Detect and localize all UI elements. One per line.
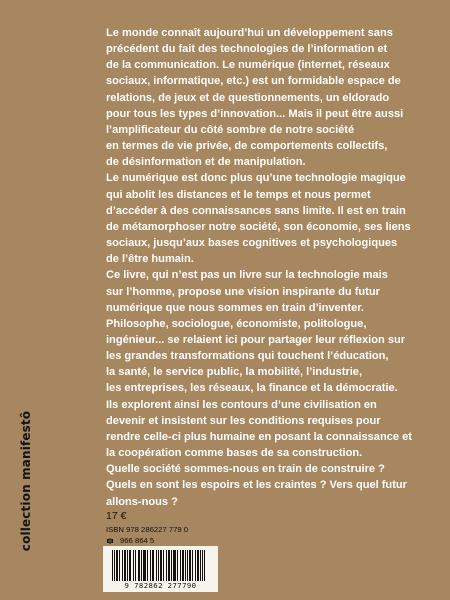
isbn-label: ISBN 978 286227 779 0 <box>106 525 189 534</box>
paragraph-1-line-7: l’amplificateur du côté sombre de notre société <box>106 123 355 136</box>
paragraph-4-line-1: Quelle société sommes-nous en train de construire ? <box>106 463 385 476</box>
paragraph-2 <box>106 170 433 267</box>
spine-title: collection manifestô <box>19 410 33 552</box>
paragraph-4-line-2: Quels en sont les espoirs et les craintes ? Vers quel futur <box>106 479 407 492</box>
paragraph-1 <box>106 25 433 170</box>
paragraph-2-line-6: de l’être humain. <box>106 253 194 266</box>
paragraph-2-line-1: Le numérique est donc plus qu’une technologie magique <box>106 172 406 185</box>
product-code-line <box>106 536 154 546</box>
paragraph-3-line-12: la coopération comme bases de sa construction. <box>106 447 363 460</box>
paragraph-1-line-5: relations, de jeux et de questionnements, un eldorado <box>106 91 390 104</box>
paragraph-1-line-1: Le monde connaît aujourd’hui un développement sans <box>106 27 393 39</box>
product-code: 966 864 5 <box>120 536 155 545</box>
paragraph-3-line-10: devenir et insistent sur les conditions requises pour <box>106 414 381 427</box>
barcode-scanner-icon <box>106 537 114 545</box>
paragraph-4-line-3: allons-nous ? <box>106 495 178 508</box>
paragraph-1-line-6: pour tous les types d’innovation... Mais il peut être aussi <box>106 107 404 120</box>
paragraph-2-line-2: qui abolit les distances et le temps et nous permet <box>106 188 371 201</box>
paragraph-2-line-4: de métamorphoser notre société, son économie, ses liens <box>106 220 411 233</box>
paragraph-3-line-3: numérique que nous sommes en train d’inventer. <box>106 301 364 314</box>
spine-label <box>14 396 38 566</box>
paragraph-3-line-4: Philosophe, sociologue, économiste, politologue, <box>106 317 367 330</box>
paragraph-1-line-3: de la communication. Le numérique (internet, réseaux <box>106 59 390 72</box>
paragraph-3-line-6: les grandes transformations qui touchent l’éducation, <box>106 350 389 363</box>
paragraph-2-line-3: d’accéder à des connaissances sans limite. Il est en train <box>106 204 406 217</box>
paragraph-4 <box>106 461 433 509</box>
paragraph-3-line-11: rendre celle-ci plus humaine en posant la connaissance et <box>106 430 412 443</box>
paragraph-3-line-2: sur l’homme, propose une vision inspirante du futur <box>106 285 380 298</box>
paragraph-1-line-9: de désinformation et de manipulation. <box>106 156 306 169</box>
paragraph-3-line-7: la santé, le service public, la mobilité, l’industrie, <box>106 366 363 379</box>
paragraph-3-line-1: Ce livre, qui n’est pas un livre sur la technologie mais <box>106 269 388 282</box>
barcode-number: 9 782862 277790 <box>124 581 197 590</box>
paragraph-1-line-8: en termes de vie privée, de comportements collectifs, <box>106 140 388 153</box>
paragraph-2-line-5: sociaux, jusqu’aux bases cognitives et psychologiques <box>106 237 398 250</box>
back-cover-text <box>106 25 433 510</box>
paragraph-1-line-4: sociaux, informatique, etc.) est un formidable espace de <box>106 75 401 88</box>
barcode-area <box>103 546 218 592</box>
paragraph-1-line-2: précédent du fait des technologies de l’information et <box>106 43 388 56</box>
price-label: 17 € <box>106 510 127 522</box>
paragraph-3-line-5: ingénieur... se relaient ici pour partager leur réflexion sur <box>106 333 406 346</box>
paragraph-3-line-9: Ils explorent ainsi les contours d’une civilisation en <box>106 398 377 411</box>
paragraph-3-line-8: les entreprises, les réseaux, la finance et la démocratie. <box>106 382 398 395</box>
paragraph-3 <box>106 267 433 461</box>
